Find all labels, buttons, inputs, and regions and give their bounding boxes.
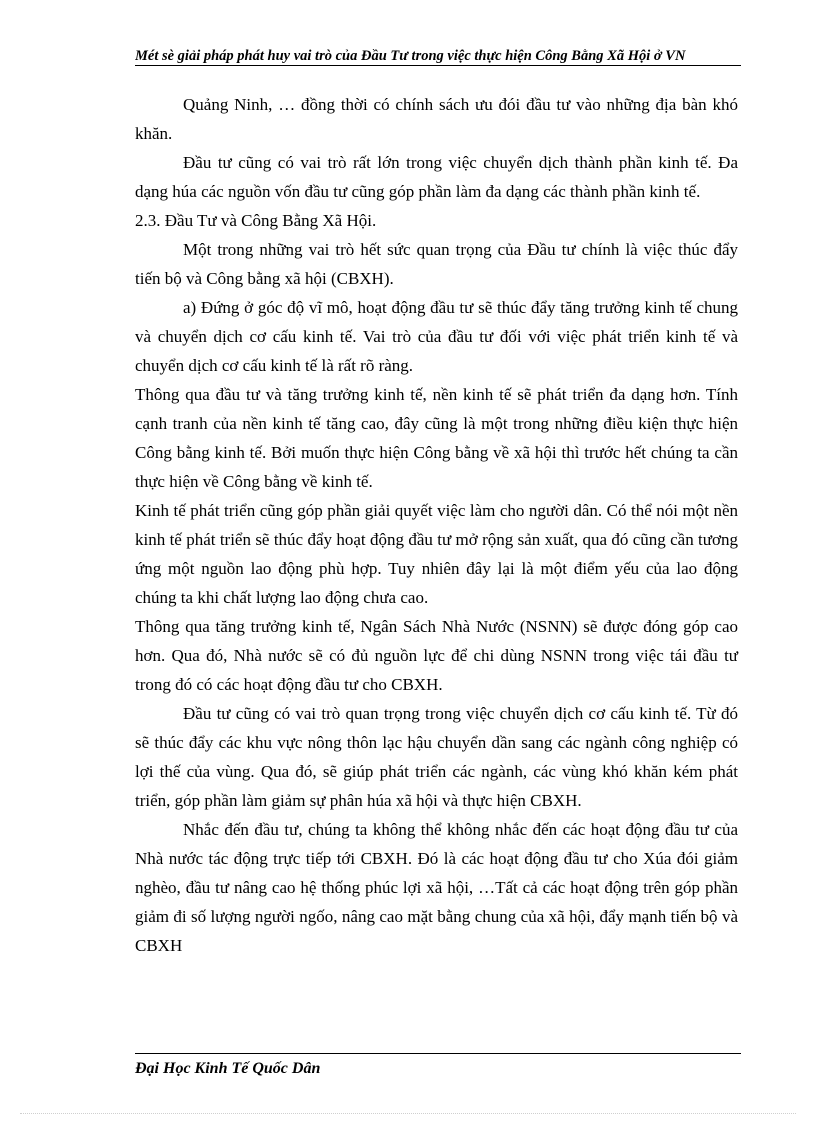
paragraph-2: Đầu tư cũng có vai trò rất lớn trong việc chuyển dịch thành phần kinh tế. Đa dạng húa các nguồn vốn đầu tư cũng góp phần làm đa dạng các thành phần kinh tế. [135,153,738,201]
paragraph-8: Đầu tư cũng có vai trò quan trọng trong việc chuyển dịch cơ cấu kinh tế. Từ đó sẽ thúc đẩy các khu vực nông thôn lạc hậu chuyển dần sang các ngành công nghiệp có lợi thế của vùng. Qua đó, sẽ giúp phát triển các ngành, các vùng khó khăn kém phát triển, góp phần làm giảm sự phân húa xã hội và thực hiện CBXH. [135,704,738,810]
paragraph-3: Một trong những vai trò hết sức quan trọng của Đầu tư chính là việc thúc đẩy tiến bộ và Công bằng xã hội (CBXH). [135,240,738,288]
document-body [135,90,738,960]
page-edge-line [20,1113,796,1114]
paragraph-7: Thông qua tăng trưởng kinh tế, Ngân Sách Nhà Nước (NSNN) sẽ được đóng góp cao hơn. Qua đó, Nhà nước sẽ có đủ nguồn lực để chi dùng NSNN trong việc tái đầu tư trong đó có các hoạt động đầu tư cho CBXH. [135,617,738,694]
running-footer: Đại Học Kinh Tế Quốc Dân [135,1060,321,1077]
paragraph-6: Kinh tế phát triển cũng góp phần giải quyết việc làm cho người dân. Có thể nói một nền kinh tế phát triển sẽ thúc đẩy hoạt động đầu tư mở rộng sản xuất, qua đó cũng cần tương ứng một nguồn lao động phù hợp. Tuy nhiên đây lại là một điểm yếu của lao động chúng ta khi chất lượng lao động chưa cao. [135,501,738,607]
paragraph-5: Thông qua đầu tư và tăng trưởng kinh tế, nền kinh tế sẽ phát triển đa dạng hơn. Tính cạnh tranh của nền kinh tế tăng cao, đây cũng là một trong những điều kiện thực hiện Công bằng kinh tế. Bởi muốn thực hiện Công bằng về xã hội thì trước hết chúng ta cần thực hiện về Công bằng về kinh tế. [135,385,738,491]
paragraph-1: Quảng Ninh, … đồng thời có chính sách ưu đói đầu tư vào những địa bàn khó khăn. [135,95,738,143]
paragraph-9: Nhắc đến đầu tư, chúng ta không thể không nhắc đến các hoạt động đầu tư của Nhà nước tác động trực tiếp tới CBXH. Đó là các hoạt động đầu tư cho Xúa đói giảm nghèo, đầu tư nâng cao hệ thống phúc lợi xã hội, …Tất cả các hoạt động trên góp phần giảm đi số lượng người ngốo, nâng cao mặt bằng chung của xã hội, đẩy mạnh tiến bộ và CBXH [135,820,738,955]
running-header: Mét sè giải pháp phát huy vai trò của Đầu Tư trong việc thực hiện Công Bằng Xã Hội ở VN [135,48,686,64]
section-heading: 2.3. Đầu Tư và Công Bằng Xã Hội. [135,211,377,230]
header-divider [135,65,741,66]
footer-divider [135,1053,741,1054]
paragraph-4: a) Đứng ở góc độ vĩ mô, hoạt động đầu tư sẽ thúc đẩy tăng trưởng kinh tế chung và chuyển dịch cơ cấu kinh tế. Vai trò của đầu tư đối với việc phát triển kinh tế và chuyển dịch cơ cấu kinh tế là rất rõ ràng. [135,298,738,375]
